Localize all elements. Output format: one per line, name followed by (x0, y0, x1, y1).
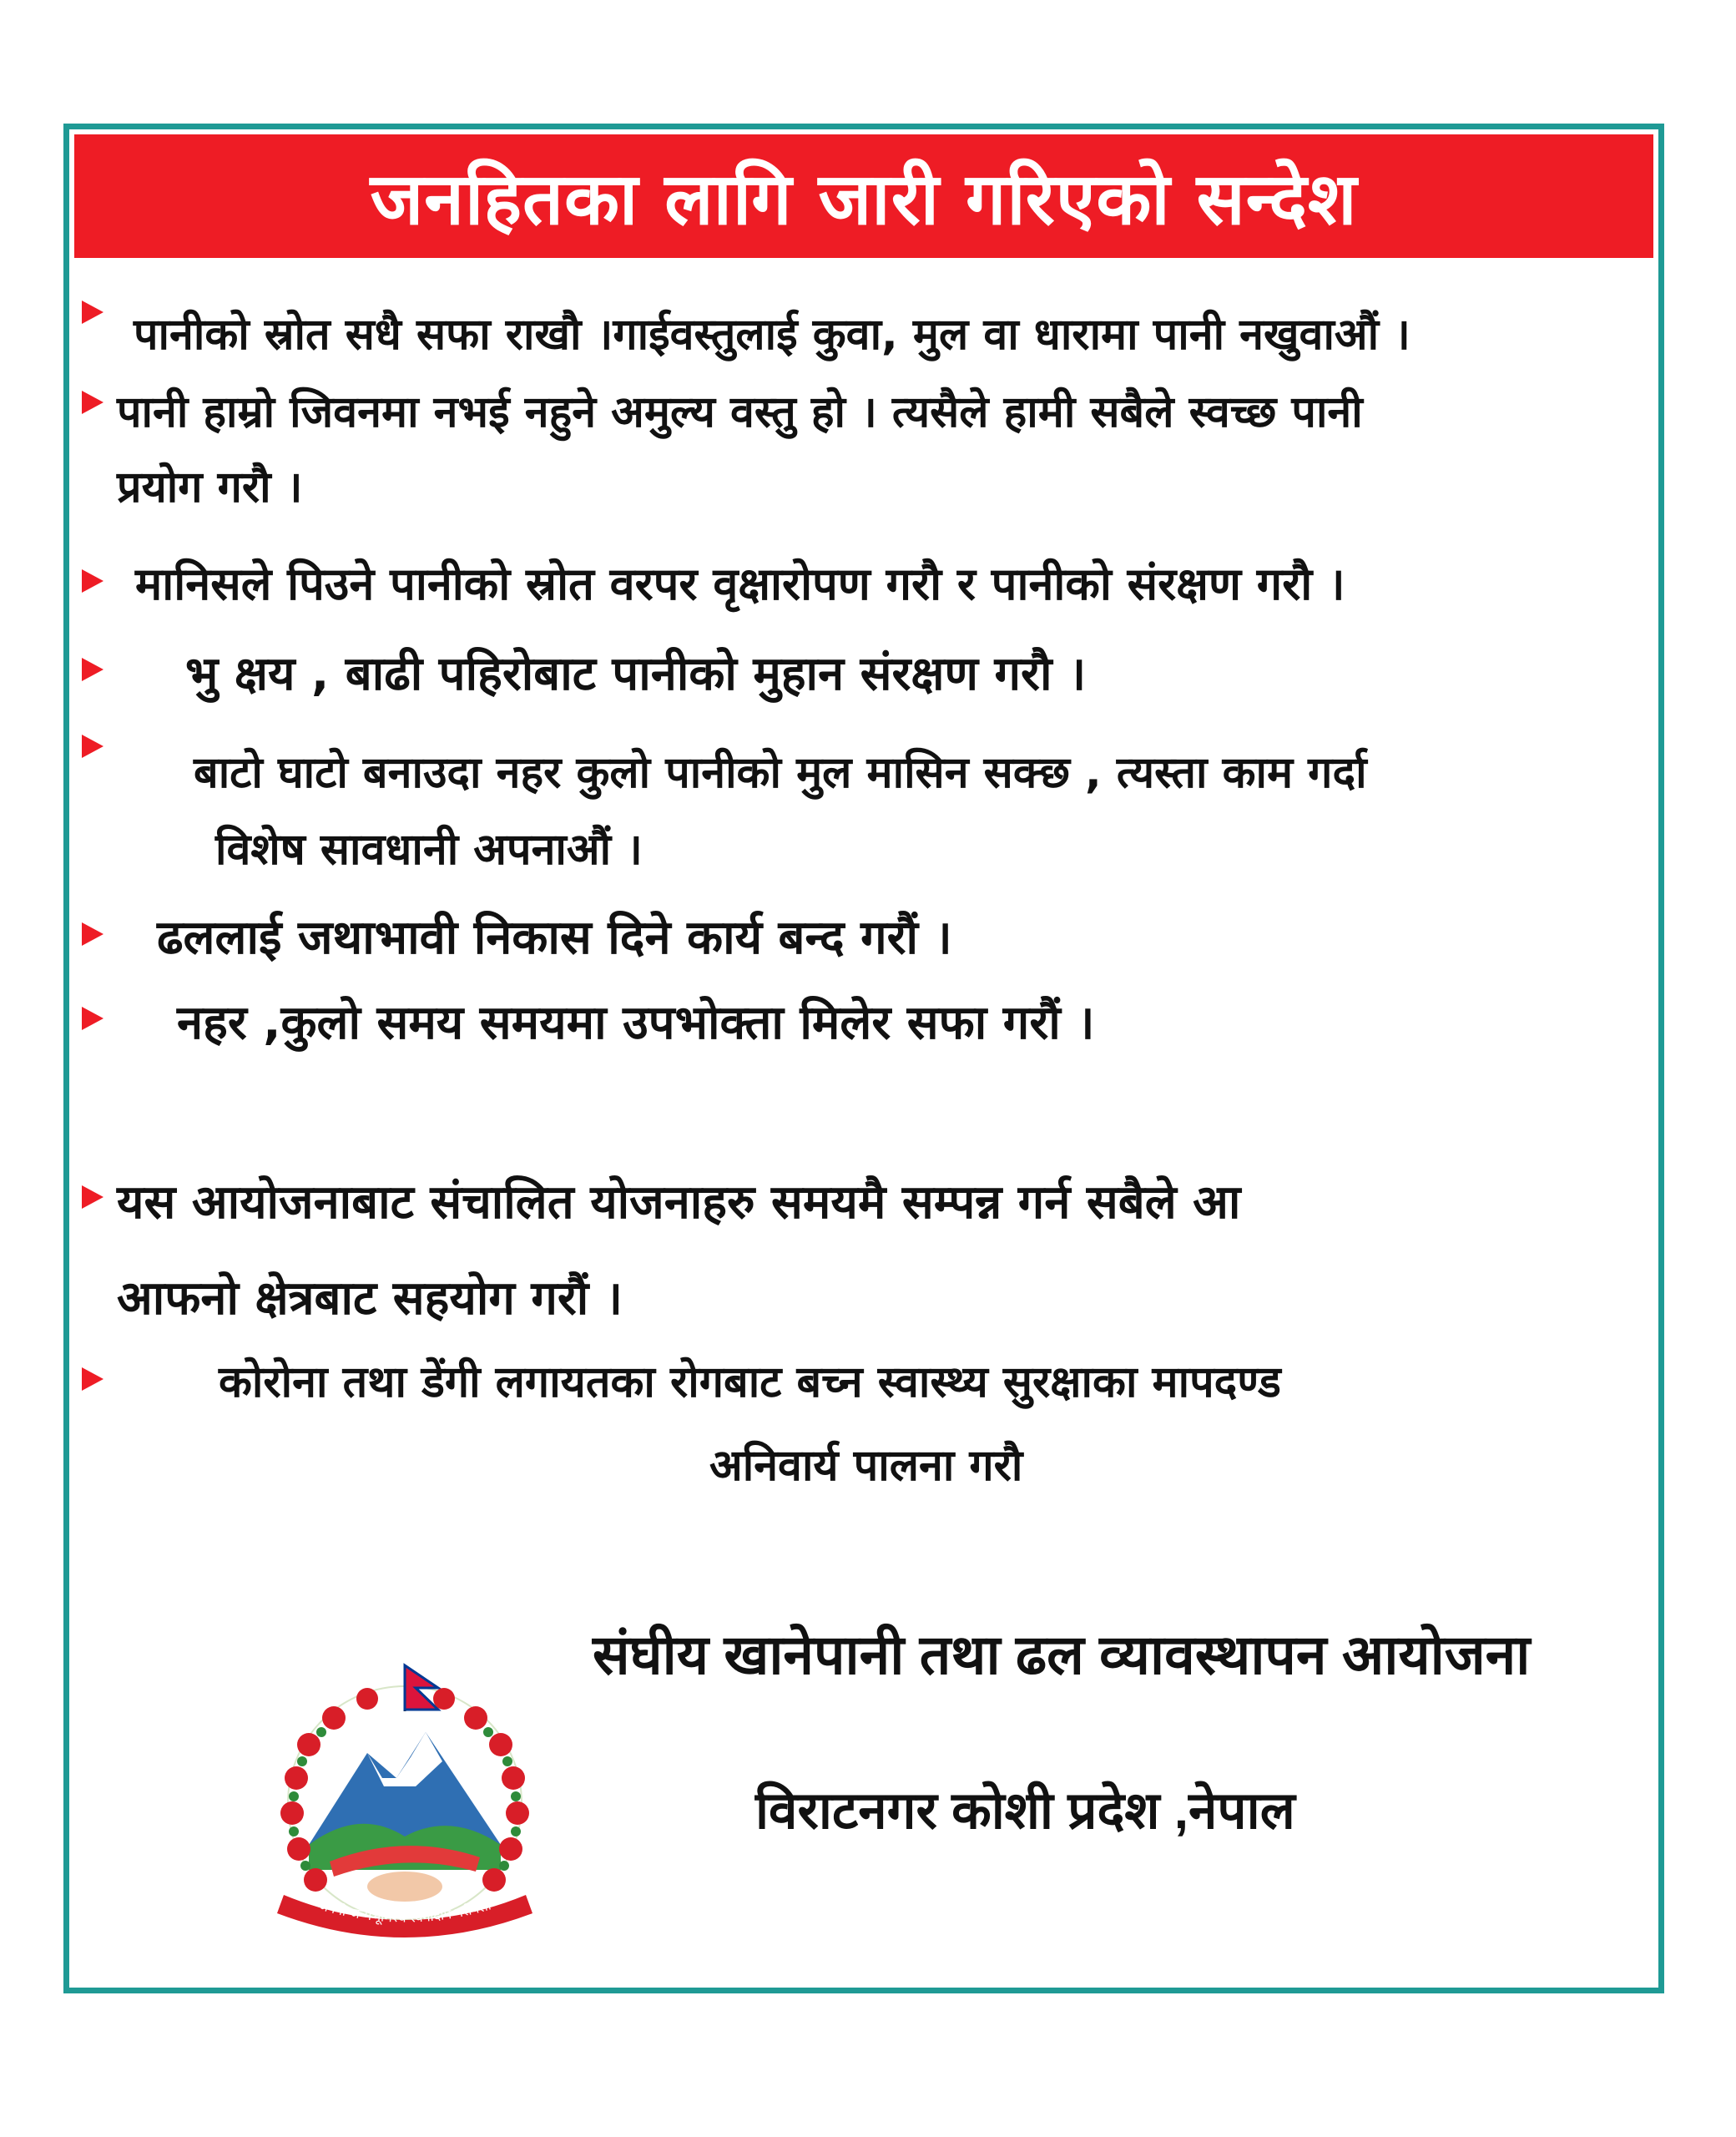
message-8-line-2: आफनो क्षेत्रबाट सहयोग गरौं । (117, 1271, 623, 1326)
emblem-motto: जननी जन्मभूमिश्च स्वर्गादपि गरीयसी (316, 1897, 493, 1926)
bullet-arrow-icon (82, 922, 103, 946)
bullet-arrow-icon (82, 391, 103, 414)
message-2-line-2: प्रयोग गरौ । (117, 462, 303, 513)
notice-title: जनहितका लागि जारी गरिएको सन्देश (370, 157, 1358, 241)
message-2-line-1: पानी हाम्रो जिवनमा नभई नहुने अमुल्य वस्तु हो । त्यसैले हामी सबैले स्वच्छ पानी (117, 387, 1363, 437)
message-9-line-1: कोरोना तथा डेंगी लगायतका रोगबाट बच्न स्वास्थ्य सुरक्षाका मापदण्ड (219, 1357, 1281, 1407)
message-5-line-1: बाटो घाटो बनाउदा नहर कुलो पानीको मुल मासिन सक्छ , त्यस्ता काम गर्दा (194, 748, 1367, 798)
message-8-line-1: यस आयोजनाबाट संचालित योजनाहरु समयमै सम्पन्न गर्न सबैले आ (117, 1175, 1241, 1230)
bullet-arrow-icon (82, 1367, 103, 1391)
message-6-line-1: ढललाई जथाभावी निकास दिने कार्य बन्द गरौं । (157, 911, 952, 965)
bullet-arrow-icon (82, 658, 103, 681)
bullet-arrow-icon (82, 1185, 103, 1209)
message-1-line-1: पानीको स्रोत सधै सफा राखौ ।गाईवस्तुलाई कुवा, मुल वा धारामा पानी नखुवाऔं । (134, 310, 1410, 360)
bullet-arrow-icon (82, 1007, 103, 1030)
message-9-line-2: अनिवार्य पालना गरौ (709, 1441, 1023, 1491)
bullet-arrow-icon (82, 569, 103, 593)
message-7-line-1: नहर ,कुलो समय समयमा उपभोक्ता मिलेर सफा गरौं । (177, 996, 1095, 1050)
organization-location: विराटनगर कोशी प्रदेश ,नेपाल (755, 1782, 1295, 1840)
message-4-line-1: भु क्षय , बाढी पहिरोबाट पानीको मुहान संरक्षण गरौ । (185, 647, 1087, 701)
bullet-arrow-icon (82, 735, 103, 758)
message-5-line-2: विशेष सावधानी अपनाऔं । (215, 825, 643, 875)
message-3-line-1: मानिसले पिउने पानीको स्रोत वरपर वृक्षारोपण गरौ र पानीको संरक्षण गरौ । (135, 558, 1345, 610)
bullet-arrow-icon (82, 301, 103, 324)
organization-name: संघीय खानेपानी तथा ढल व्यावस्थापन आयोजना (593, 1624, 1531, 1685)
title-banner (74, 134, 1653, 258)
nepal-emblem-logo (250, 1653, 559, 1962)
